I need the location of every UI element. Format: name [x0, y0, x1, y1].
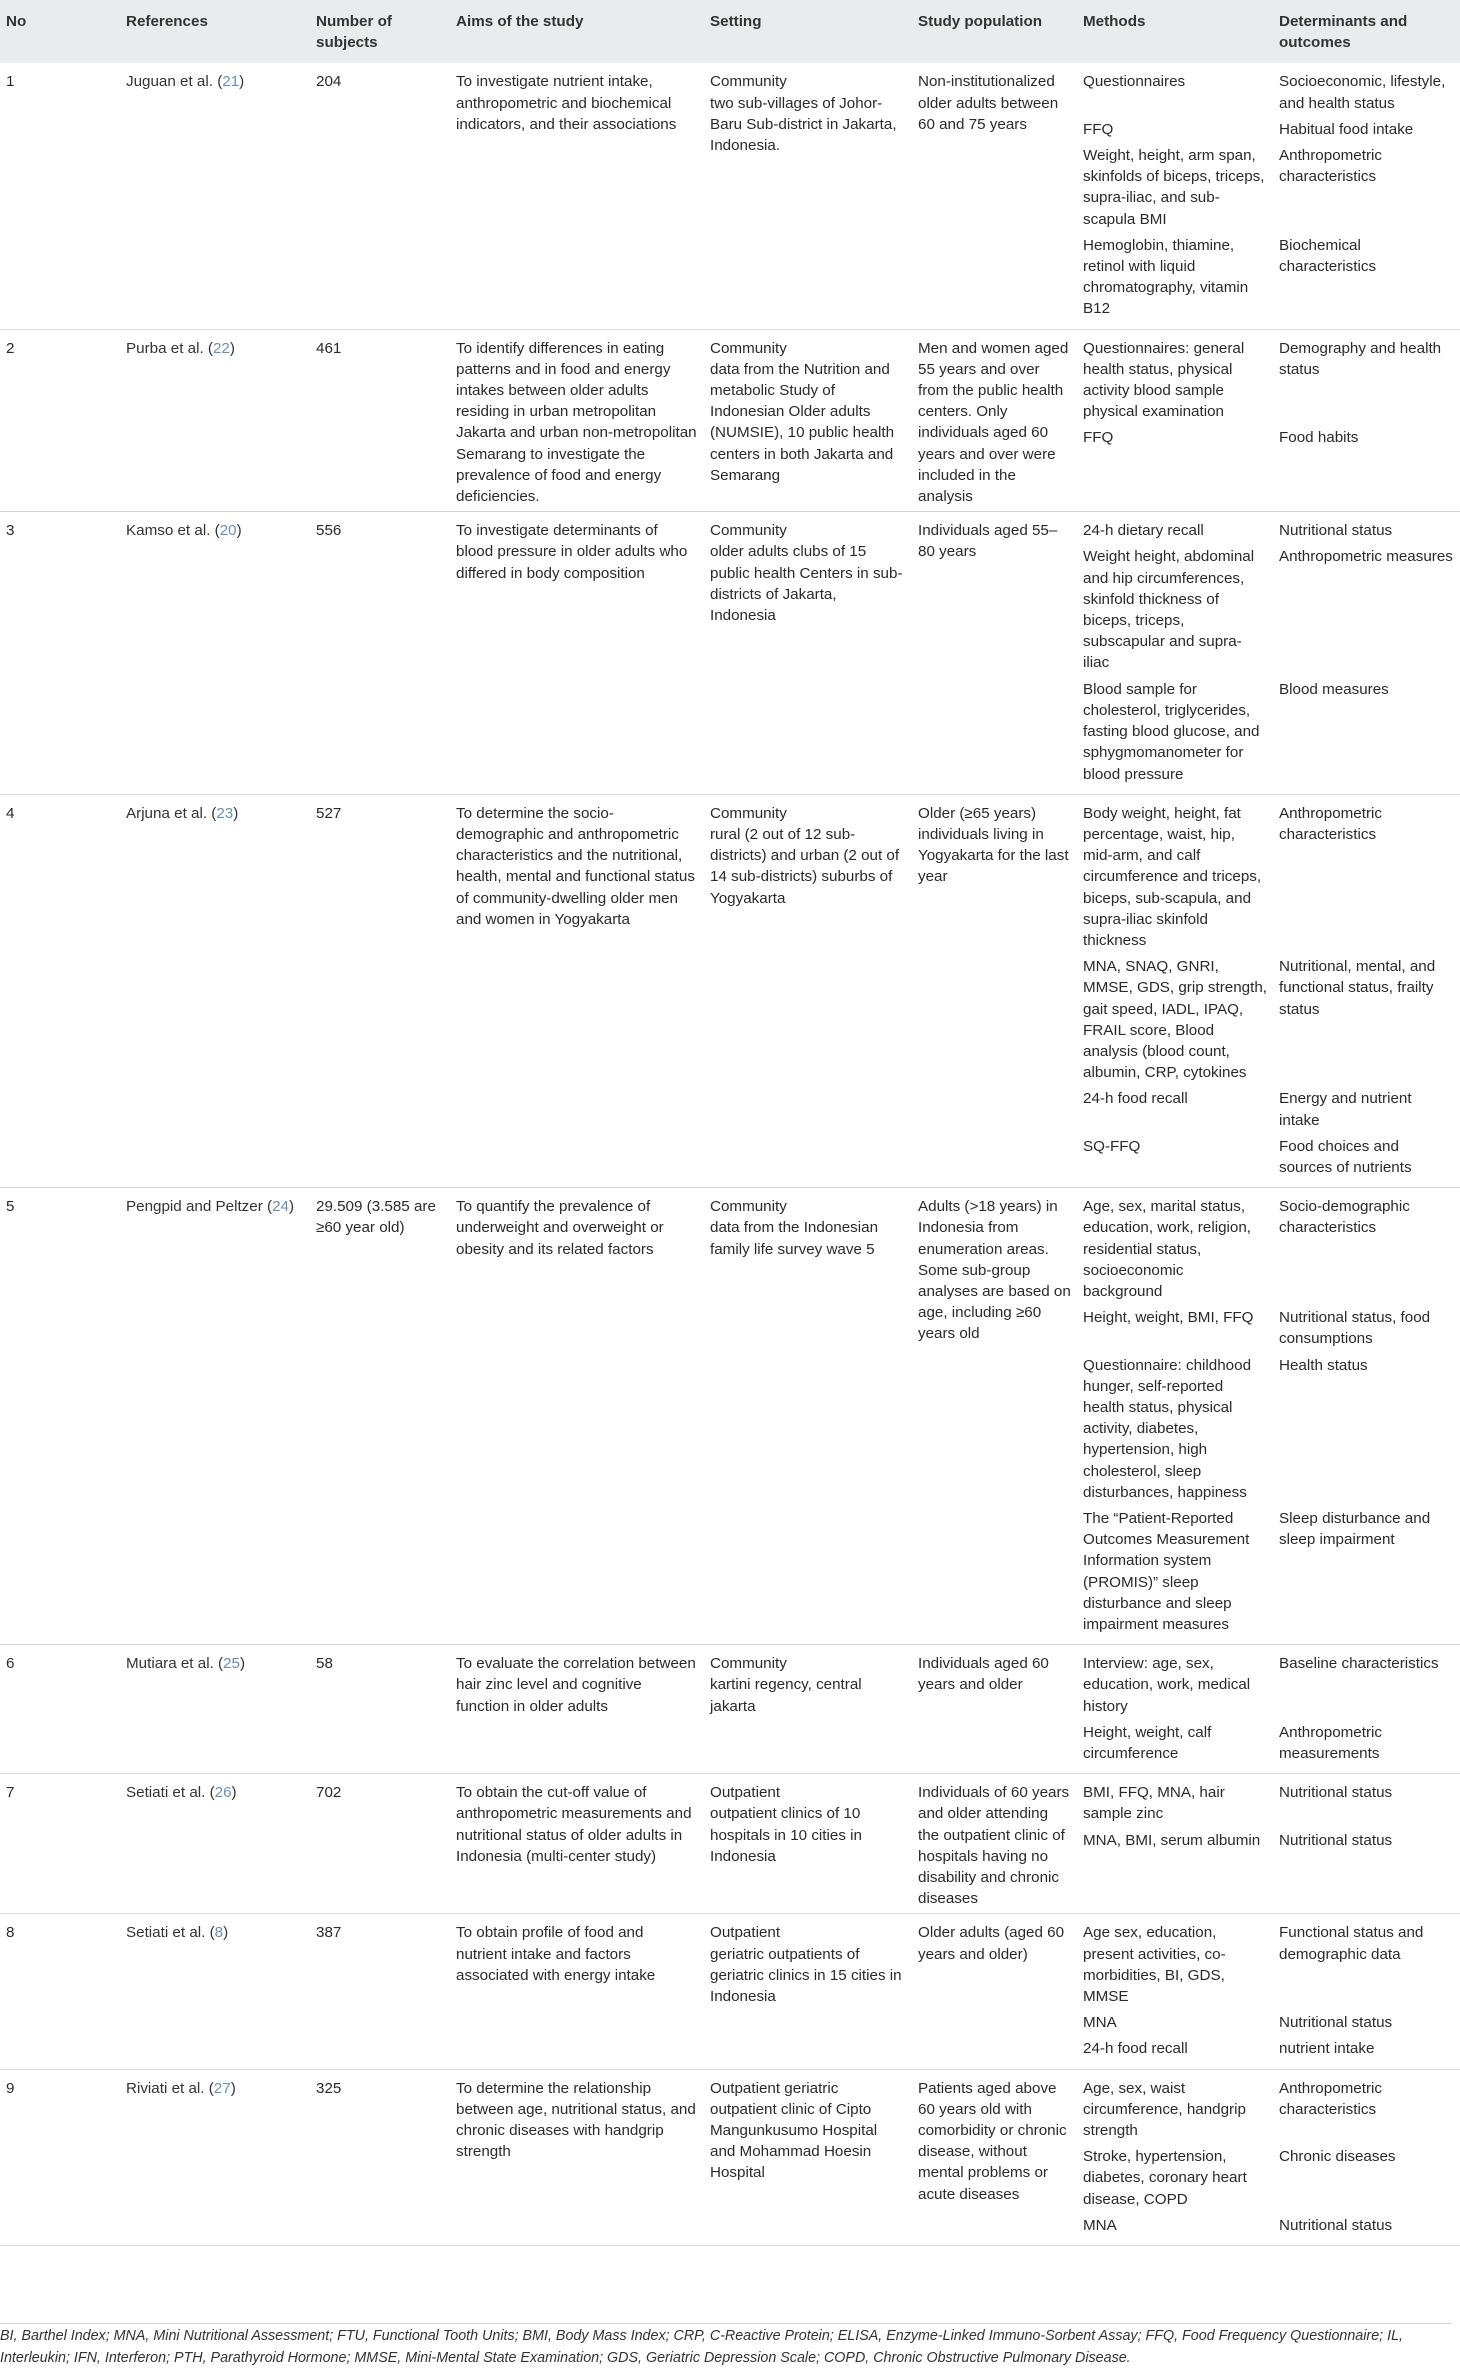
- header-methods: Methods: [1077, 0, 1273, 63]
- method-item: Stroke, hypertension, diabetes, coronary heart disease, COPD: [1083, 2148, 1247, 2208]
- header-study-population: Study population: [912, 0, 1077, 63]
- outcome-item: Biochemical characteristics: [1279, 236, 1377, 276]
- setting-detail: older adults clubs of 15 public health Centers in sub-districts of Jakarta, Indonesia: [710, 543, 903, 625]
- header-no: No: [0, 0, 120, 63]
- outcome-item: Blood measures: [1279, 680, 1389, 698]
- outcome-item: Nutritional, mental, and functional status, frailty status: [1279, 958, 1436, 1018]
- methods-outcomes-grid: [1077, 2078, 1460, 2241]
- method-item: The “Patient-Reported Outcomes Measurement Information system (PROMIS)” sleep disturbance and sleep impairment measures: [1083, 1510, 1250, 1634]
- cell-aims: To determine the relationship between age, nutritional status, and chronic diseases with handgrip strength: [456, 2079, 696, 2161]
- cell-population: Individuals of 60 years and older attending the outpatient clinic of hospitals having no disability and chronic diseases: [918, 1784, 1070, 1908]
- table-header: [0, 0, 1460, 63]
- cell-subjects: 204: [316, 73, 342, 91]
- reference-text: Riviati et al. (: [126, 2079, 214, 2097]
- cell-reference: [120, 1914, 310, 2069]
- method-item: FFQ: [1083, 429, 1114, 447]
- reference-text: Juguan et al. (: [126, 73, 223, 91]
- cell-population: Older adults (aged 60 years and older): [918, 1924, 1065, 1963]
- cell-subjects: 325: [316, 2079, 342, 2097]
- cell-setting: [704, 1188, 912, 1645]
- setting-type: Community: [710, 1198, 787, 1216]
- outcome-item: Anthropometric characteristics: [1279, 804, 1382, 843]
- cell-subjects: 387: [316, 1924, 342, 1942]
- setting-type: Outpatient: [710, 1924, 781, 1942]
- table-row: [0, 2069, 1460, 2245]
- outcome-item: Socio-demographic characteristics: [1279, 1198, 1410, 1237]
- cell-no: 5: [6, 1198, 15, 1216]
- cell-setting: [704, 63, 912, 329]
- outcome-item: Anthropometric characteristics: [1279, 2079, 1382, 2118]
- table-row: [0, 1188, 1460, 1645]
- cell-aims: To investigate nutrient intake, anthropometric and biochemical indicators, and their associations: [456, 73, 677, 133]
- reference-text-end: ): [239, 1655, 246, 1673]
- cell-aims: To quantify the prevalence of underweight and overweight or obesity and its related factors: [456, 1198, 664, 1258]
- method-item: MNA: [1083, 2014, 1117, 2032]
- methods-outcomes-grid: [1077, 1922, 1460, 2064]
- setting-detail: outpatient clinics of 10 hospitals in 10 cities in Indonesia: [710, 1805, 862, 1865]
- reference-text-end: ): [288, 1198, 295, 1216]
- method-item: Weight height, abdominal and hip circumferences, skinfold thickness of biceps, triceps, subscapular and supra-iliac: [1083, 548, 1255, 672]
- methods-outcomes-grid: [1077, 1653, 1460, 1769]
- reference-link[interactable]: 21: [222, 73, 240, 91]
- reference-text-end: ): [231, 1784, 237, 1802]
- cell-reference: [120, 1774, 310, 1914]
- methods-outcomes-grid: [1077, 520, 1460, 789]
- method-item: Hemoglobin, thiamine, retinol with liquid chromatography, vitamin B12: [1083, 236, 1249, 318]
- setting-type: Community: [710, 73, 787, 91]
- cell-subjects: 58: [316, 1655, 333, 1673]
- reference-text: Pengpid and Peltzer (: [126, 1198, 273, 1216]
- cell-population: Men and women aged 55 years and over from the public health centers. Only individuals aged 60 years and over were included in the analysis: [918, 339, 1069, 506]
- setting-type: Community: [710, 804, 787, 822]
- method-item: Age sex, education, present activities, co-morbidities, BI, GDS, MMSE: [1083, 1924, 1226, 2006]
- outcome-item: Baseline characteristics: [1279, 1655, 1439, 1673]
- cell-setting: [704, 512, 912, 794]
- methods-outcomes-grid: [1077, 803, 1460, 1183]
- reference-text-end: ): [239, 73, 245, 91]
- method-item: MNA, SNAQ, GNRI, MMSE, GDS, grip strength, gait speed, IADL, IPAQ, FRAIL score, Blood analysis (blood count, albumin, CRP, cytokines: [1083, 958, 1267, 1082]
- cell-methods-outcomes: [1077, 1645, 1460, 1774]
- outcome-item: Chronic diseases: [1279, 2148, 1396, 2166]
- cell-reference: [120, 794, 310, 1187]
- outcome-item: Nutritional status: [1279, 1784, 1393, 1802]
- cell-aims: To investigate determinants of blood pressure in older adults who differed in body composition: [456, 522, 688, 582]
- table-row: [0, 1914, 1460, 2069]
- header-setting: Setting: [704, 0, 912, 63]
- reference-text-end: ): [229, 339, 235, 357]
- cell-methods-outcomes: [1077, 1188, 1460, 1645]
- outcome-item: nutrient intake: [1279, 2040, 1375, 2058]
- outcome-item: Habitual food intake: [1279, 120, 1414, 138]
- table-row: [0, 794, 1460, 1187]
- cell-population: Adults (>18 years) in Indonesia from enumeration areas. Some sub-group analyses are based on age, including ≥60 years old: [918, 1198, 1071, 1343]
- reference-link[interactable]: 22: [212, 339, 230, 357]
- outcome-item: Nutritional status, food consumptions: [1279, 1309, 1431, 1348]
- reference-text: Mutiara et al. (: [126, 1655, 224, 1673]
- reference-link[interactable]: 24: [272, 1198, 289, 1216]
- methods-outcomes-grid: [1077, 1196, 1460, 1640]
- reference-text: Setiati et al. (: [126, 1784, 215, 1802]
- outcome-item: Functional status and demographic data: [1279, 1924, 1424, 1963]
- cell-reference: [120, 1645, 310, 1774]
- cell-population: Individuals aged 55–80 years: [918, 522, 1058, 561]
- cell-no: 2: [6, 339, 15, 357]
- setting-type: Community: [710, 1655, 787, 1673]
- cell-subjects: 29.509 (3.585 are ≥60 year old): [316, 1198, 436, 1237]
- outcome-item: Food choices and sources of nutrients: [1279, 1137, 1412, 1176]
- setting-type: Community: [710, 522, 787, 540]
- reference-text-end: ): [223, 1924, 229, 1942]
- method-item: Questionnaire: childhood hunger, self-reported health status, physical activity, diabetes, hypertension, high cholesterol, sleep disturbances, happiness: [1083, 1356, 1252, 1501]
- reference-link[interactable]: 25: [223, 1655, 240, 1673]
- cell-reference: [120, 2069, 310, 2245]
- cell-aims: To determine the socio-demographic and anthropometric characteristics and the nutritional, health, mental and functional status of community-dwelling older men and women in Yogyakarta: [456, 804, 695, 928]
- cell-setting: [704, 1914, 912, 2069]
- method-item: BMI, FFQ, MNA, hair sample zinc: [1083, 1784, 1225, 1823]
- method-item: 24-h food recall: [1083, 2040, 1188, 2058]
- outcome-item: Socioeconomic, lifestyle, and health status: [1279, 73, 1446, 112]
- reference-text: Purba et al. (: [126, 339, 213, 357]
- setting-detail: two sub-villages of Johor-Baru Sub-district in Jakarta, Indonesia.: [710, 94, 897, 155]
- cell-no: 4: [6, 804, 15, 822]
- outcome-item: Nutritional status: [1279, 522, 1393, 540]
- setting-detail: outpatient clinic of Cipto Mangunkusumo Hospital and Mohammad Hoesin Hospital: [710, 2100, 878, 2182]
- methods-outcomes-grid: [1077, 1782, 1460, 1856]
- reference-link[interactable]: 27: [213, 2079, 231, 2097]
- header-references: References: [120, 0, 310, 63]
- cell-reference: [120, 1188, 310, 1645]
- outcome-item: Sleep disturbance and sleep impairment: [1279, 1510, 1431, 1549]
- cell-setting: [704, 1774, 912, 1914]
- method-item: Questionnaires: [1083, 73, 1186, 91]
- method-item: 24-h food recall: [1083, 1090, 1188, 1108]
- method-item: Questionnaires: general health status, physical activity blood sample physical examination: [1083, 339, 1245, 421]
- cell-subjects: 527: [316, 804, 342, 822]
- setting-type: Community: [710, 339, 787, 357]
- method-item: Height, weight, calf circumference: [1083, 1723, 1212, 1763]
- reference-text: Setiati et al. (: [126, 1924, 215, 1942]
- cell-reference: [120, 512, 310, 794]
- outcome-item: Nutritional status: [1279, 2216, 1393, 2234]
- method-item: MNA, BMI, serum albumin: [1083, 1831, 1261, 1849]
- cell-aims: To obtain profile of food and nutrient intake and factors associated with energy intake: [456, 1924, 656, 1984]
- outcome-item: Anthropometric measurements: [1279, 1723, 1382, 1763]
- cell-population: Patients aged above 60 years old with comorbidity or chronic disease, without mental problems or acute diseases: [918, 2079, 1067, 2203]
- reference-link[interactable]: 20: [219, 522, 237, 540]
- cell-methods-outcomes: [1077, 2069, 1460, 2245]
- outcome-item: Demography and health status: [1279, 339, 1442, 378]
- cell-no: 8: [6, 1924, 15, 1942]
- cell-population: Older (≥65 years) individuals living in Yogyakarta for the last year: [918, 804, 1069, 886]
- outcome-item: Nutritional status: [1279, 1831, 1393, 1849]
- cell-setting: [704, 2069, 912, 2245]
- method-item: Age, sex, marital status, education, work, religion, residential status, socioeconomic background: [1083, 1198, 1251, 1300]
- method-item: Blood sample for cholesterol, triglycerides, fasting blood glucose, and sphygmomanometer for blood pressure: [1083, 680, 1260, 783]
- cell-population: Non-institutionalized older adults between 60 and 75 years: [918, 73, 1059, 133]
- setting-detail: kartini regency, central jakarta: [710, 1676, 862, 1715]
- cell-subjects: 461: [316, 339, 342, 357]
- table-row: [0, 1774, 1460, 1914]
- cell-setting: [704, 794, 912, 1187]
- cell-no: 9: [6, 2079, 15, 2097]
- table-row: [0, 1645, 1460, 1774]
- cell-subjects: 702: [316, 1784, 342, 1802]
- outcome-item: Anthropometric characteristics: [1279, 147, 1382, 186]
- table-row: [0, 512, 1460, 794]
- method-item: 24-h dietary recall: [1083, 522, 1204, 540]
- cell-setting: [704, 329, 912, 512]
- cell-methods-outcomes: [1077, 512, 1460, 794]
- setting-type: Outpatient geriatric: [710, 2079, 839, 2097]
- cell-methods-outcomes: [1077, 1774, 1460, 1914]
- cell-no: 3: [6, 522, 15, 540]
- table-row: [0, 63, 1460, 329]
- table-row: [0, 329, 1460, 512]
- header-row: [0, 0, 1460, 63]
- outcome-item: Health status: [1279, 1356, 1368, 1374]
- reference-link[interactable]: 23: [216, 804, 234, 822]
- method-item: FFQ: [1083, 120, 1114, 138]
- methods-outcomes-grid: [1077, 338, 1460, 454]
- cell-no: 1: [6, 73, 15, 91]
- outcome-item: Food habits: [1279, 429, 1359, 447]
- reference-text: Kamso et al. (: [126, 522, 220, 540]
- header-aims: Aims of the study: [450, 0, 704, 63]
- reference-text-end: ): [236, 522, 242, 540]
- reference-link[interactable]: 26: [214, 1784, 232, 1802]
- outcome-item: Nutritional status: [1279, 2014, 1393, 2032]
- setting-detail: geriatric outpatients of geriatric clinics in 15 cities in Indonesia: [710, 1945, 902, 2006]
- cell-reference: [120, 63, 310, 329]
- cell-reference: [120, 329, 310, 512]
- reference-text-end: ): [233, 804, 239, 822]
- cell-aims: To identify differences in eating patterns and in food and energy intakes between older adults residing in urban metropolitan Jakarta and urban non-metropolitan Semarang to investigate the prevalence of food and energy deficiencies.: [456, 339, 697, 506]
- method-item: Height, weight, BMI, FFQ: [1083, 1309, 1254, 1327]
- cell-methods-outcomes: [1077, 1914, 1460, 2069]
- setting-detail: data from the Indonesian family life survey wave 5: [710, 1219, 879, 1258]
- reference-link[interactable]: 8: [214, 1924, 224, 1942]
- method-item: Age, sex, waist circumference, handgrip strength: [1083, 2079, 1246, 2140]
- cell-subjects: 556: [316, 522, 342, 540]
- header-determinants-outcomes: Determinants and outcomes: [1273, 0, 1460, 63]
- methods-outcomes-grid: [1077, 71, 1460, 324]
- method-item: Interview: age, sex, education, work, medical history: [1083, 1655, 1251, 1715]
- method-item: MNA: [1083, 2216, 1117, 2234]
- cell-no: 6: [6, 1655, 15, 1673]
- method-item: Weight, height, arm span, skinfolds of biceps, triceps, supra-iliac, and sub-scapula BMI: [1083, 147, 1265, 228]
- cell-setting: [704, 1645, 912, 1774]
- setting-type: Outpatient: [710, 1784, 781, 1802]
- cell-aims: To evaluate the correlation between hair zinc level and cognitive function in older adults: [456, 1655, 696, 1715]
- cell-no: 7: [6, 1784, 15, 1802]
- cell-methods-outcomes: [1077, 63, 1460, 329]
- outcome-item: Energy and nutrient intake: [1279, 1090, 1412, 1129]
- table-footnote: BI, Barthel Index; MNA, Mini Nutritional Assessment; FTU, Functional Tooth Units; BMI, Body Mass Index; CRP, C-Reactive Protein; ELISA, Enzyme-Linked Immuno-Sorbent Assay; FFQ, Food Frequency Questionnaire; IL, Interleukin; IFN, Interferon; PTH, Parathyroid Hormone; MMSE, Mini-Mental State Examination; GDS, Geriatric Depression Scale; COPD, Chronic Obstructive Pulmonary Disease.: [0, 2323, 1452, 2369]
- table-body: [0, 63, 1460, 2245]
- reference-text: Arjuna et al. (: [126, 804, 217, 822]
- cell-aims: To obtain the cut-off value of anthropometric measurements and nutritional status of older adults in Indonesia (multi-center study): [456, 1784, 692, 1865]
- reference-text-end: ): [230, 2079, 236, 2097]
- outcome-item: Anthropometric measures: [1279, 548, 1453, 566]
- header-number-of-subjects: Number of subjects: [310, 0, 450, 63]
- cell-methods-outcomes: [1077, 329, 1460, 512]
- method-item: Body weight, height, fat percentage, waist, hip, mid-arm, and calf circumference and triceps, biceps, sub-scapula, and supra-iliac skinfold thickness: [1083, 804, 1262, 949]
- cell-population: Individuals aged 60 years and older: [918, 1655, 1049, 1694]
- setting-detail: rural (2 out of 12 sub-districts) and urban (2 out of 14 sub-districts) suburbs of Yogyakarta: [710, 825, 900, 907]
- method-item: SQ-FFQ: [1083, 1137, 1141, 1155]
- setting-detail: data from the Nutrition and metabolic Study of Indonesian Older adults (NUMSIE), 10 public health centers in both Jakarta and Semarang: [710, 360, 895, 484]
- cell-methods-outcomes: [1077, 794, 1460, 1187]
